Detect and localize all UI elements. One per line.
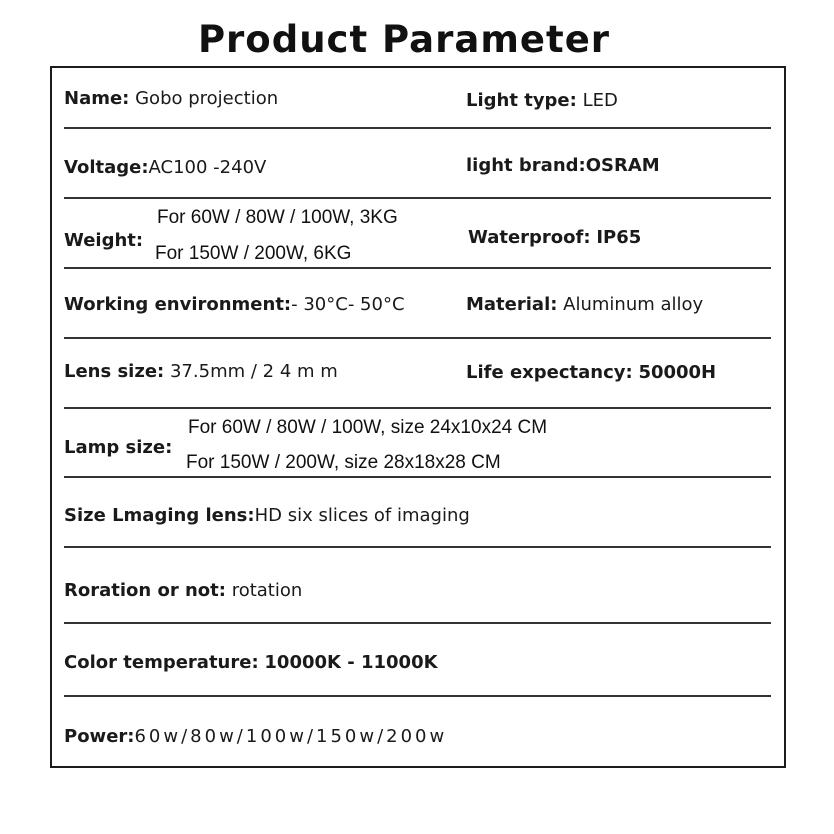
row-divider — [64, 695, 771, 697]
working-environment-label: Working environment: — [64, 294, 292, 315]
weight-line-2: For 150W / 200W, 6KG — [155, 243, 352, 264]
lamp-size-line-1: For 60W / 80W / 100W, size 24x10x24 CM — [188, 417, 548, 438]
material-label: Material: — [466, 294, 558, 315]
lens-size-value: 37.5mm / 2 4 m m — [169, 361, 338, 382]
imaging-lens-value: HD six slices of imaging — [254, 505, 470, 526]
row-divider — [64, 267, 771, 269]
power-label: Power: — [64, 726, 135, 747]
power-value: 60w/80w/100w/150w/200w — [134, 726, 448, 747]
lamp-size-label: Lamp size: — [64, 437, 173, 458]
light-type-label: Light type: — [466, 90, 577, 111]
rotation-row — [64, 580, 302, 601]
voltage-label: Voltage: — [64, 157, 149, 178]
color-temperature-value: 10000K - 11000K — [264, 652, 438, 673]
color-temperature-row — [64, 652, 438, 673]
voltage-value: AC100 -240V — [148, 157, 267, 178]
light-type-value: LED — [582, 90, 618, 111]
lamp-size-line-2: For 150W / 200W, size 28x18x28 CM — [186, 452, 501, 473]
name-label: Name: — [64, 88, 130, 109]
page-title: Product Parameter — [197, 18, 611, 61]
light-brand-row — [466, 155, 660, 176]
imaging-lens-label: Size Lmaging lens: — [64, 505, 255, 526]
waterproof-row — [468, 227, 641, 248]
row-divider — [64, 546, 771, 548]
material-row — [466, 294, 703, 315]
row-divider — [64, 127, 771, 129]
row-divider — [64, 622, 771, 624]
voltage-row — [64, 157, 266, 178]
lens-size-row — [64, 361, 338, 382]
rotation-value: rotation — [231, 580, 303, 601]
light-brand-label: light brand: — [466, 155, 586, 176]
working-environment-value: - 30°C- 50°C — [291, 294, 405, 315]
row-divider — [64, 197, 771, 199]
power-row — [64, 726, 447, 747]
lens-size-label: Lens size: — [64, 361, 165, 382]
imaging-lens-row — [64, 505, 470, 526]
light-type-row — [466, 90, 618, 111]
rotation-label: Roration or not: — [64, 580, 226, 601]
row-divider — [64, 407, 771, 409]
working-environment-row — [64, 294, 405, 315]
light-brand-value: OSRAM — [585, 155, 660, 176]
waterproof-value: IP65 — [596, 227, 642, 248]
row-divider — [64, 476, 771, 478]
life-expectancy-value: 50000H — [638, 362, 717, 383]
row-divider — [64, 337, 771, 339]
name-value: Gobo projection — [135, 88, 279, 109]
weight-label: Weight: — [64, 230, 144, 251]
waterproof-label: Waterproof: — [468, 227, 591, 248]
color-temperature-label: Color temperature: — [64, 652, 259, 673]
material-value: Aluminum alloy — [563, 294, 704, 315]
name-row — [64, 88, 278, 109]
life-expectancy-label: Life expectancy: — [466, 362, 633, 383]
life-expectancy-row — [466, 362, 716, 383]
weight-line-1: For 60W / 80W / 100W, 3KG — [157, 207, 398, 228]
